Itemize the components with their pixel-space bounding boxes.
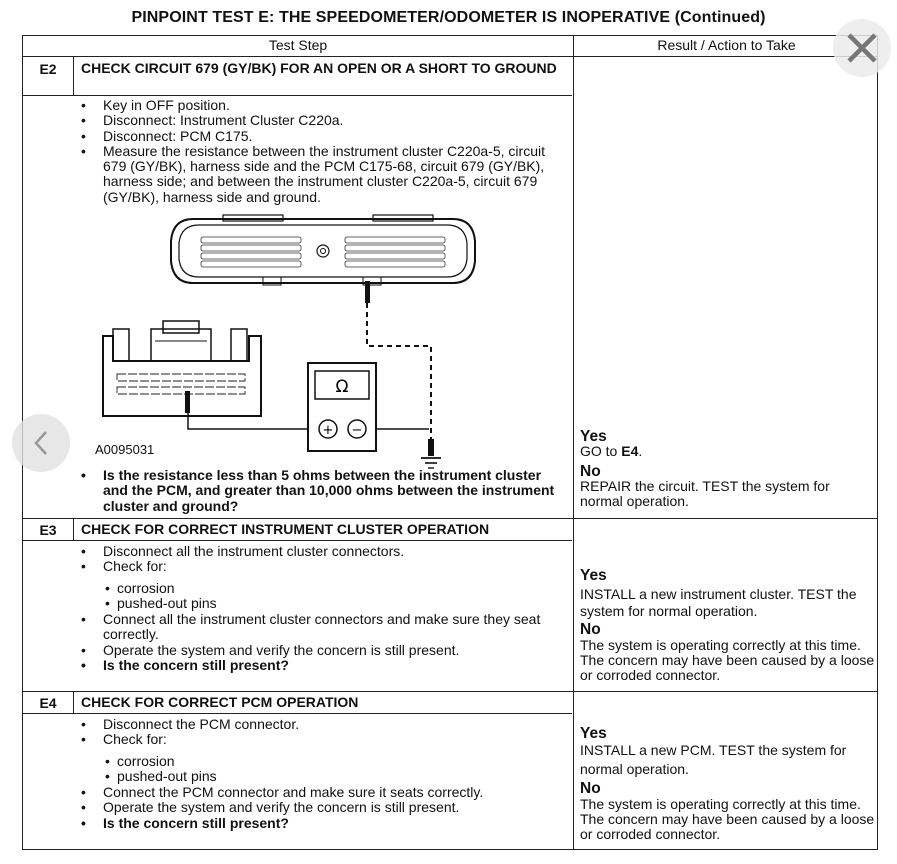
previous-button[interactable] — [12, 414, 70, 472]
question: • Is the resistance less than 5 ohms between the instrument cluster and the PCM, and greater than 10,000 ohms between the instrument cluster and ground? — [79, 468, 559, 514]
row-divider — [23, 95, 572, 96]
probe-icon — [365, 281, 370, 303]
pcm-pin-array — [201, 237, 445, 267]
step-e2-instructions — [79, 98, 554, 205]
list-item: • Disconnect the PCM connector. — [79, 717, 557, 732]
cluster-pin-array — [117, 374, 245, 394]
yes-label: Yes — [580, 567, 607, 584]
header-test-step: Test Step — [268, 37, 328, 53]
step-e3-result — [580, 568, 875, 683]
id-divider — [73, 691, 74, 713]
yes-action: INSTALL a new PCM. TEST the system for normal operation. — [580, 742, 847, 778]
yes-action: INSTALL a new instrument cluster. TEST the system for normal operation. — [580, 586, 857, 620]
step-e3-sublist — [103, 581, 403, 612]
list-item: • Measure the resistance between the instrument cluster C220a-5, circuit 679 (GY/BK), harness side and the PCM C175-68, circuit 679 (GY/BK), harness side; and between the instrument cluster C220a-5, circuit 679 (GY/BK), harness side and ground. — [79, 144, 554, 205]
row-divider — [23, 691, 877, 692]
question: • Is the concern still present? — [79, 816, 557, 831]
column-divider — [573, 36, 574, 849]
id-divider — [73, 518, 74, 540]
ohmmeter-icon — [308, 363, 376, 451]
step-heading-e4: CHECK FOR CORRECT PCM OPERATION — [81, 694, 359, 710]
step-id-e4: E4 — [39, 695, 57, 711]
list-item: • Operate the system and verify the concern is still present. — [79, 643, 557, 658]
meter-symbol: Ω — [335, 377, 349, 397]
close-button[interactable] — [833, 19, 891, 77]
page-title: PINPOINT TEST E: THE SPEEDOMETER/ODOMETER IS INOPERATIVE (Continued) — [131, 9, 766, 26]
yes-action: GO to E4. — [580, 443, 643, 460]
list-item: • Key in OFF position. — [79, 98, 554, 113]
wiring-diagram — [93, 211, 493, 456]
no-action: The system is operating correctly at this time. The concern may have been caused by a loose or corroded connector. — [580, 636, 875, 684]
step-e4-instructions — [79, 717, 557, 748]
question: • Is the concern still present? — [79, 658, 557, 673]
list-item: • pushed-out pins — [103, 769, 403, 784]
list-item: • Connect all the instrument cluster connectors and make sure they seat correctly. — [79, 612, 557, 643]
close-icon — [833, 19, 891, 77]
list-item: • corrosion — [103, 754, 403, 769]
chevron-left-icon — [12, 414, 70, 472]
no-label: No — [580, 780, 601, 798]
row-divider — [23, 518, 877, 519]
step-e3-instructions-cont — [79, 612, 557, 673]
goto-step-link: E4 — [621, 443, 639, 460]
row-divider — [23, 540, 572, 541]
header-result: Result / Action to Take — [657, 37, 796, 53]
list-item: • corrosion — [103, 581, 403, 596]
no-action: The system is operating correctly at this time. The concern may have been caused by a loose or corroded connector. — [580, 795, 875, 843]
step-e4-sublist — [103, 754, 403, 785]
step-heading-e3: CHECK FOR CORRECT INSTRUMENT CLUSTER OPERATION — [81, 521, 490, 537]
step-e3-instructions — [79, 544, 557, 575]
pinpoint-test-table — [22, 35, 878, 850]
list-item: • pushed-out pins — [103, 596, 403, 611]
probe-icon — [185, 391, 190, 413]
no-action: REPAIR the circuit. TEST the system for normal operation. — [580, 477, 830, 510]
cluster-connector-icon — [103, 321, 261, 416]
step-e2-result — [580, 429, 875, 509]
figure-label: A0095031 — [95, 442, 155, 457]
step-e2-question — [79, 468, 559, 514]
list-item: • Check for: — [79, 559, 557, 574]
no-label: No — [580, 462, 601, 480]
header-divider — [23, 56, 877, 57]
pcm-connector-icon — [171, 215, 475, 285]
step-e4-result — [580, 726, 875, 842]
no-label: No — [580, 621, 601, 639]
yes-label: Yes — [580, 428, 607, 445]
id-divider — [73, 56, 74, 95]
list-item: • Disconnect all the instrument cluster connectors. — [79, 544, 557, 559]
meter-plus-label: + — [322, 423, 334, 438]
step-id-e2: E2 — [39, 61, 57, 77]
list-item: • Operate the system and verify the concern is still present. — [79, 800, 557, 815]
row-divider — [23, 713, 572, 714]
probe-icon — [428, 439, 434, 456]
list-item: • Connect the PCM connector and make sure it seats correctly. — [79, 785, 557, 800]
step-e4-instructions-cont — [79, 785, 557, 831]
yes-label: Yes — [580, 725, 607, 742]
step-id-e3: E3 — [39, 522, 57, 538]
list-item: • Check for: — [79, 732, 557, 747]
meter-minus-label: − — [351, 423, 363, 438]
step-heading-e2: CHECK CIRCUIT 679 (GY/BK) FOR AN OPEN OR A SHORT TO GROUND — [81, 60, 557, 76]
list-item: • Disconnect: Instrument Cluster C220a. — [79, 113, 554, 128]
list-item: • Disconnect: PCM C175. — [79, 129, 554, 144]
